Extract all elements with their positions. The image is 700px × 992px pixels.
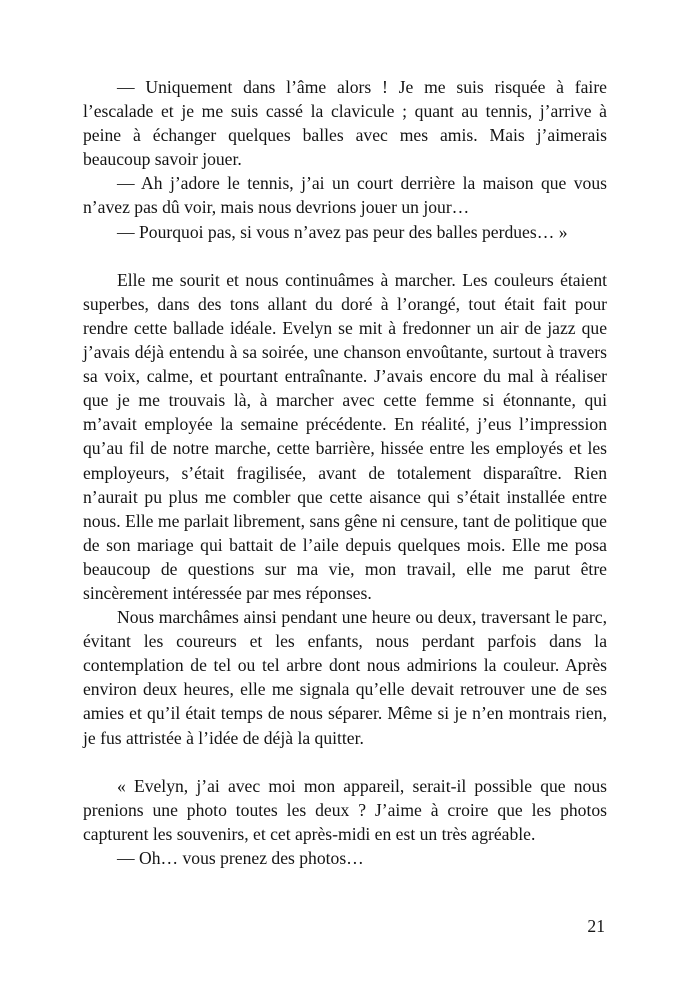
narrative-paragraph-1: Elle me sourit et nous continuâmes à marcher. Les couleurs étaient superbes, dans des tons allant du doré à l’orangé, tout était fait pour rendre cette ballade idéale. Evelyn se mit à fredonner un air de jazz que j’avais déjà entendu à sa soirée, une chanson envoûtante, surtout à travers sa voix, calme, et pourtant entraînante. J’avais encore du mal à réaliser que je me trouvais là, à marcher avec cette femme si étonnante, qui m’avait employée la semaine précédente. En réalité, j’eus l’impression qu’au fil de notre marche, cette barrière, hissée entre les employés et les employeurs, s’était fragilisée, avant de totalement disparaître. Rien n’aurait pu plus me combler que cette aisance qui s’était installée entre nous. Elle me parlait librement, sans gêne ni censure, tant de politique que de son mariage qui battait de l’aile depuis quelques mois. Elle me posa beaucoup de questions sur ma vie, mon travail, elle me parut être sincèrement intéressée par mes réponses.: [83, 269, 607, 603]
dialogue-paragraph-3: — Pourquoi pas, si vous n’avez pas peur des balles perdues… »: [117, 221, 568, 242]
paragraph-gap: [83, 750, 607, 774]
dialogue-paragraph-4: « Evelyn, j’ai avec moi mon appareil, serait-il possible que nous prenions une photo toutes les deux ? J’aime à croire que les photos capturent les souvenirs, et cet après-midi en est un très agréable.: [83, 775, 607, 844]
page-number: 21: [587, 916, 605, 936]
dialogue-paragraph-1: — Uniquement dans l’âme alors ! Je me suis risquée à faire l’escalade et je me suis cassé la clavicule ; quant au tennis, j’arrive à peine à échanger quelques balles avec mes amis. Mais j’aimerais beaucoup savoir jouer.: [83, 77, 607, 170]
narrative-paragraph-2: Nous marchâmes ainsi pendant une heure ou deux, traversant le parc, évitant les coureurs et les enfants, nous perdant parfois dans la contemplation de tel ou tel arbre dont nous admirions la couleur. Après environ deux heures, elle me signala qu’elle devait retrouver une de ses amies et qu’il était temps de nous séparer. Même si je n’en montrais rien, je fus attristée à l’idée de déjà la quitter.: [83, 607, 607, 748]
dialogue-paragraph-5: — Oh… vous prenez des photos…: [117, 848, 364, 868]
book-page: [83, 75, 607, 870]
dialogue-paragraph-2: — Ah j’adore le tennis, j’ai un court derrière la maison que vous n’avez pas dû voir, mais nous devrions jouer un jour…: [83, 173, 607, 218]
paragraph-gap: [83, 244, 607, 268]
